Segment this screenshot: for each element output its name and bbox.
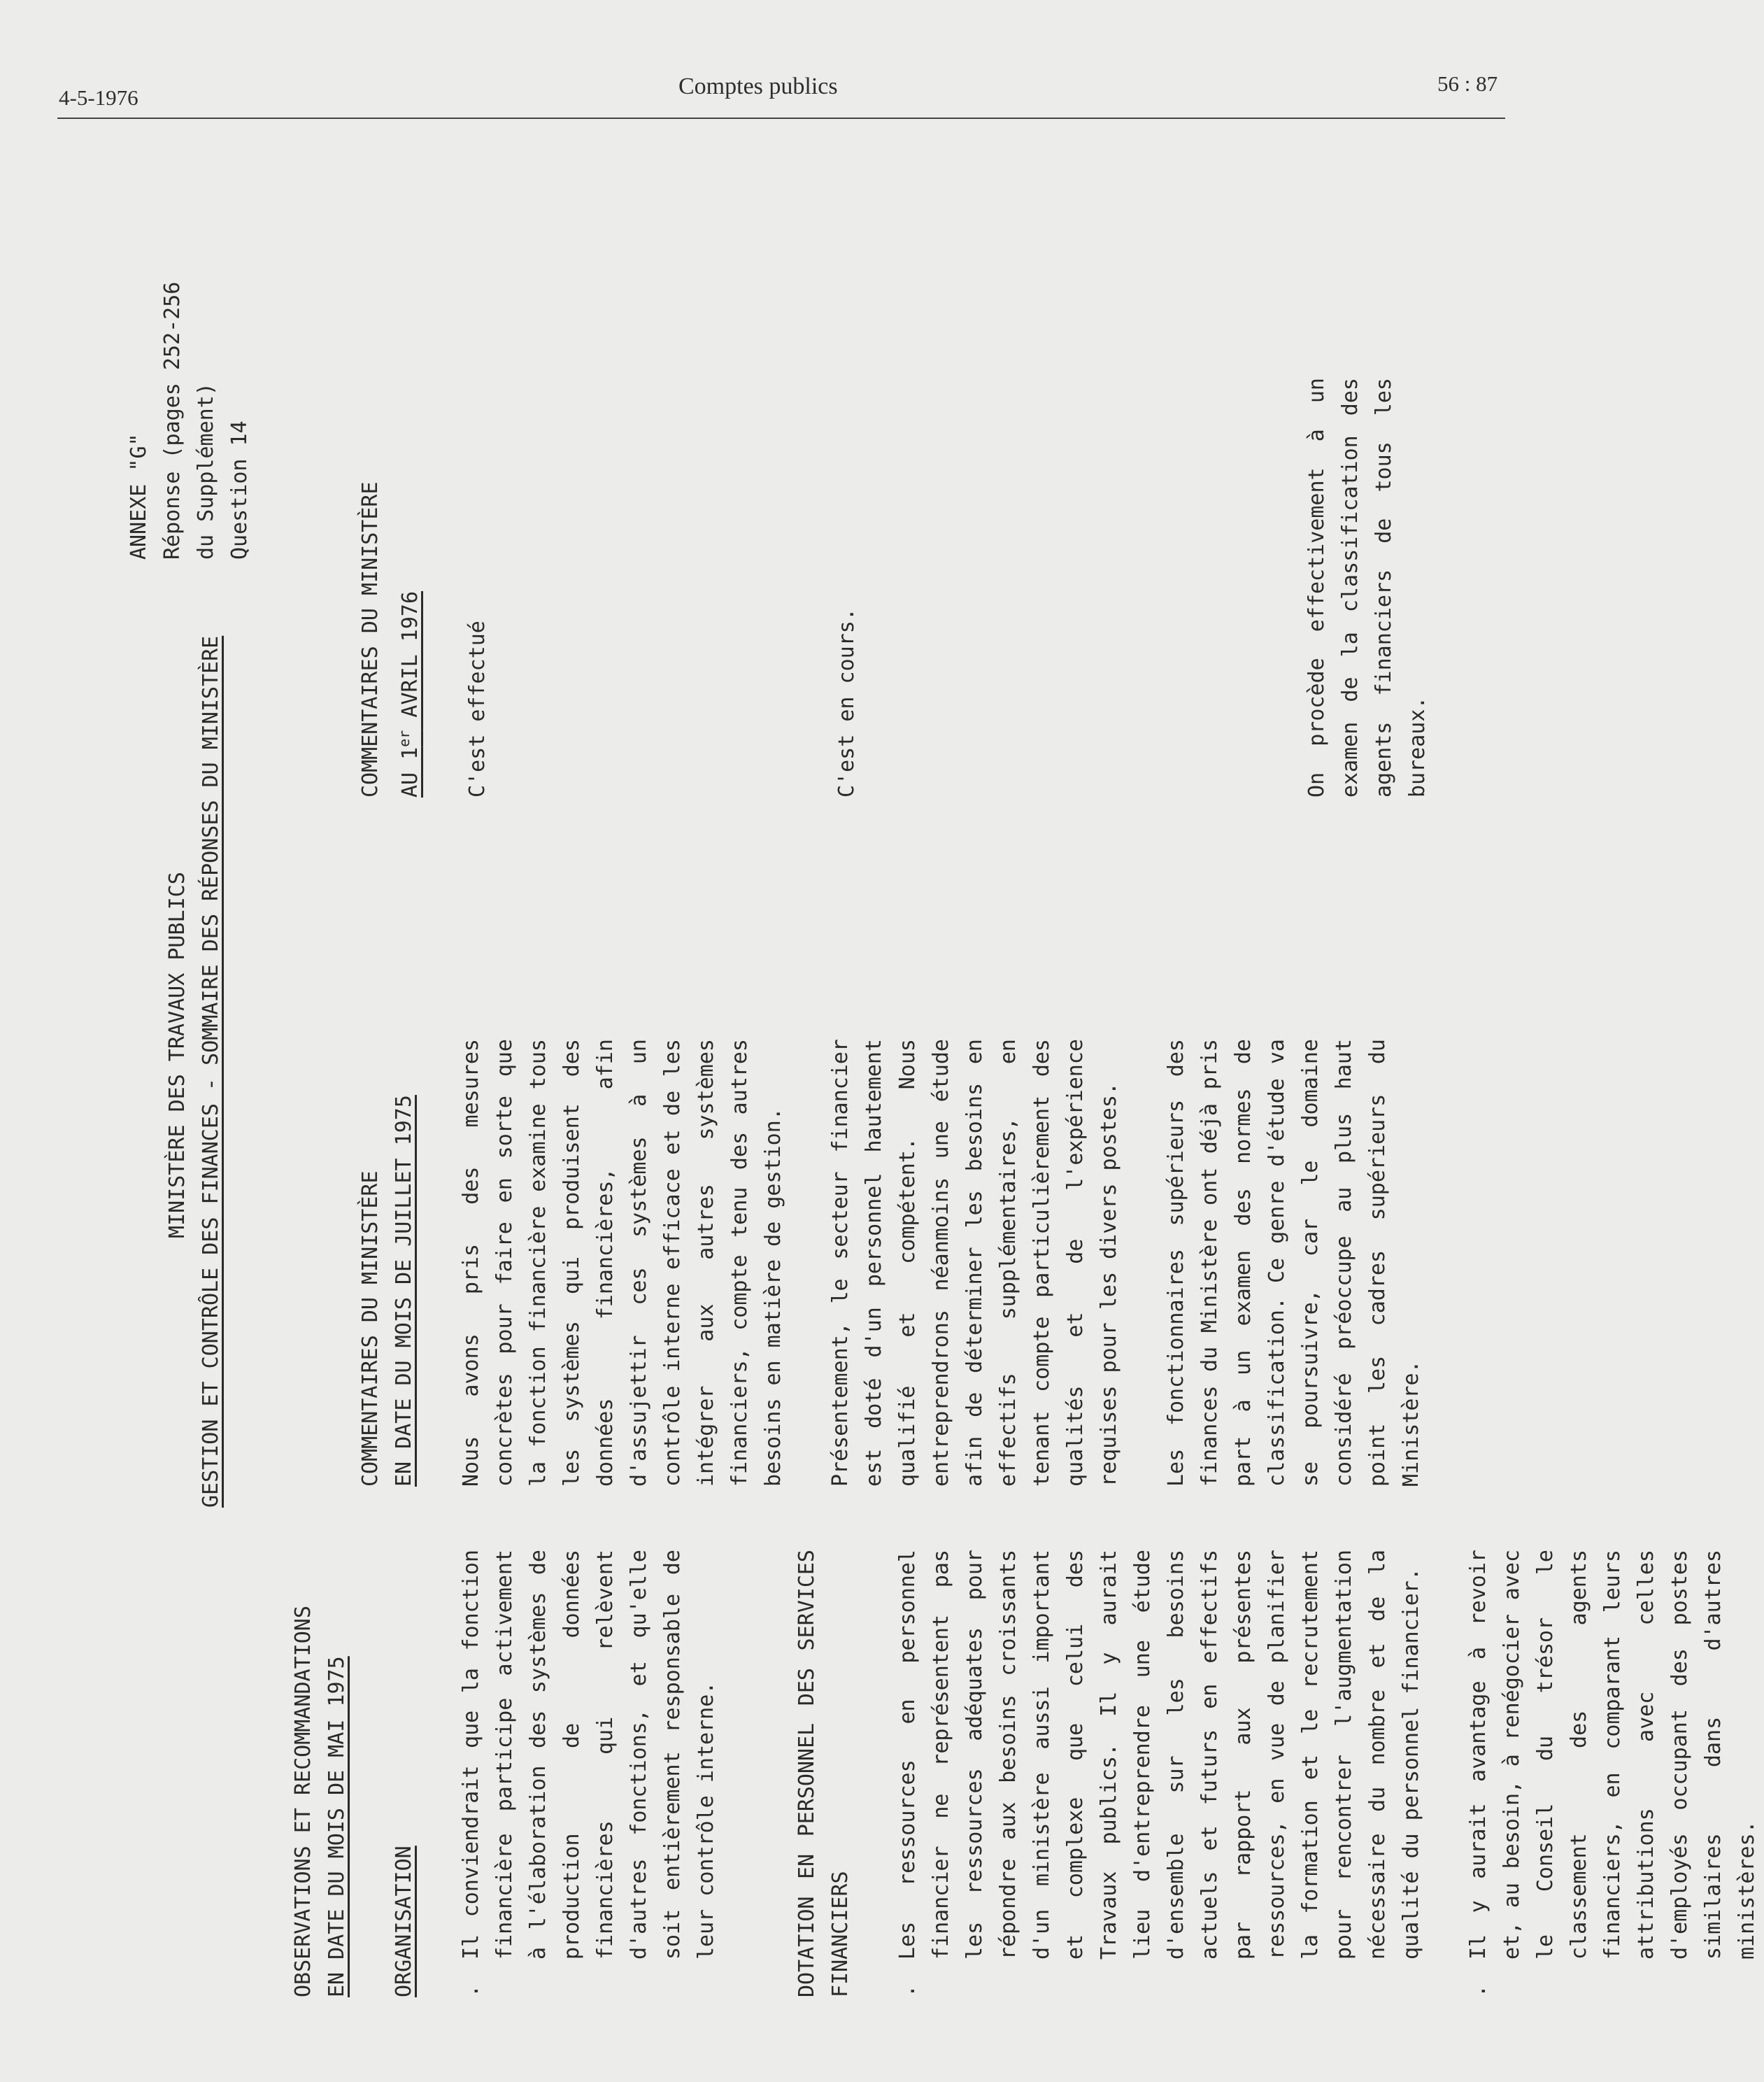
organisation-heading: ORGANISATION (392, 1846, 416, 1997)
annex-label: ANNEXE "G" (127, 433, 151, 560)
header-rule (57, 118, 1505, 119)
col3-heading-line1: COMMENTAIRES DU MINISTÈRE (358, 481, 383, 798)
annex-question: Question 14 (227, 420, 252, 560)
bullet: . (1466, 1984, 1491, 1997)
organisation-comment-1976: C'est effectué (465, 621, 490, 798)
classement-observation-item (1462, 1550, 1764, 1997)
col3-heading-date: AVRIL 1976 (398, 590, 422, 730)
dotation-heading-line1: DOTATION EN PERSONNEL DES SERVICES (795, 1550, 819, 1997)
classement-observation: Il y aurait avantage à revoir et, au besoin, à renégocier avec le Conseil du trésor le classement des agents financiers, en comparant leurs attributions avec celles d'employés occupant des postes similaires dans d'autres ministères. (1466, 1550, 1759, 1960)
organisation-observation: Il conviendrait que la fonction financière participe activement à l'élaboration des systèmes de production de données financières qui relèvent d'autres fonctions, et qu'elle soit entièrement responsable de leur contrôle interne. (459, 1550, 718, 1960)
column-comments-1975 (354, 1039, 1428, 1487)
annex-block (122, 168, 257, 560)
col2-heading-line1: COMMENTAIRES DU MINISTÈRE (358, 1170, 383, 1487)
classement-comment-1976: On procède effectivement à un examen de la classification des agents financiers de tous les bureaux. (1304, 378, 1430, 798)
header-title: Comptes publics (678, 73, 838, 99)
col3-heading-sup: er (396, 730, 413, 747)
section-title: GESTION ET CONTRÔLE DES FINANCES - SOMMAIRE DES RÉPONSES DU MINISTÈRE (199, 635, 223, 1508)
col2-heading-line2: EN DATE DU MOIS DE JUILLET 1975 (392, 1095, 416, 1487)
dotation-heading (790, 1550, 858, 1997)
dotation-comment-1976: C'est en cours. (834, 608, 859, 798)
dotation-observation-item (891, 1550, 1428, 1997)
column-comments-1976 (354, 378, 1435, 798)
annex-response: Réponse (pages 252-256 (160, 281, 185, 560)
bullet: . (895, 1984, 920, 1997)
rotated-document-body (77, 140, 1759, 2015)
annex-supplement: du Supplément) (194, 383, 218, 560)
col3-heading-line2 (387, 378, 427, 798)
dotation-comment-1975: Présentement, le secteur financier est doté d'un personnel hautement qualifié et compétent. Nous entreprendrons néanmoins une étude afin de déterminer les besoins en effectifs supplémentaires, en tenant compte particulièrement des qualités et de l'expérience requises pour les divers postes. (828, 1039, 1121, 1487)
dotation-heading-line2: FINANCIERS (828, 1871, 853, 1997)
ministry-title: MINISTÈRE DES TRAVAUX PUBLICS (165, 872, 190, 1238)
bullet: . (459, 1984, 483, 1997)
header-date: 4-5-1976 (59, 85, 138, 110)
header-page-number: 56 : 87 (1437, 71, 1498, 96)
col1-heading-line2: EN DATE DU MOIS DE MAI 1975 (325, 1656, 349, 1997)
col3-heading-au: AU 1 (398, 746, 422, 798)
page-header (0, 0, 1537, 126)
col1-heading-line1: OBSERVATIONS ET RECOMMANDATIONS (291, 1606, 315, 1997)
classement-comment-1975: Les fonctionnaires supérieurs des finances du Ministère ont déjà pris part à un examen des normes de classification. Ce genre d'étude va se poursuivre, car le domaine considéré préoccupe au plus haut point les cadres supérieurs du Ministère. (1164, 1039, 1423, 1487)
dotation-observation: Les ressources en personnel financier ne représentent pas les ressources adéquates pour répondre aux besoins croissants d'un ministère aussi important et complexe que celui des Travaux publics. Il y aurait lieu d'entreprendre une étude d'ensemble sur les besoins actuels et futurs en effectifs par rapport aux présentes ressources, en vue de planifier la formation et le recrutement pour rencontrer l'augmentation nécessaire du nombre et de la qualité du personnel financier. (895, 1550, 1423, 1960)
organisation-comment-1975: Nous avons pris des mesures concrètes pour faire en sorte que la fonction financière examine tous les systèmes qui produisent des données financières, afin d'assujettir ces systèmes à un contrôle interne efficace et de les intégrer aux autres systèmes financiers, compte tenu des autres besoins en matière de gestion. (459, 1039, 785, 1487)
organisation-observation-item (455, 1550, 723, 1997)
column-observations (287, 1550, 1764, 1997)
